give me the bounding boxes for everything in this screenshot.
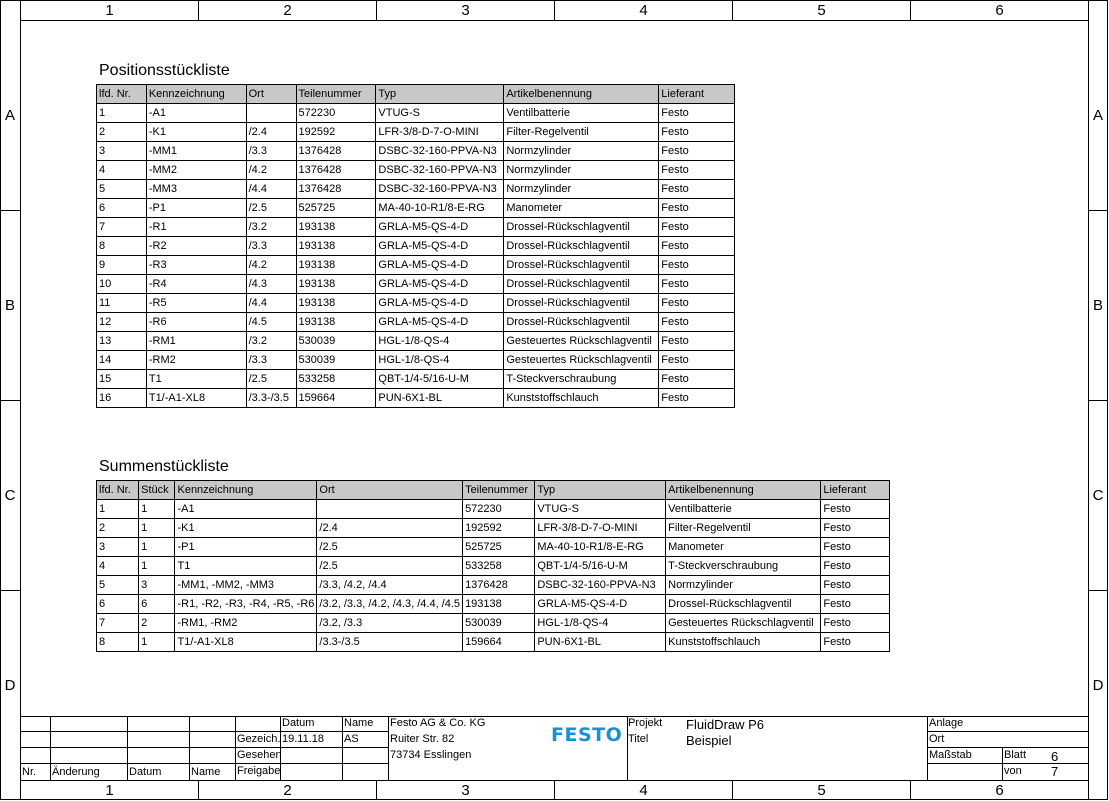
column-header: Ort xyxy=(317,481,463,500)
table-cell: 193138 xyxy=(296,237,376,256)
table-cell: GRLA-M5-QS-4-D xyxy=(376,237,504,256)
table-row xyxy=(97,313,735,332)
column-header: Lieferant xyxy=(659,85,735,104)
table-row xyxy=(97,538,890,557)
col-marker: 2 xyxy=(198,780,376,800)
column-header: Artikelbenennung xyxy=(504,85,659,104)
table-cell: /2.5 xyxy=(246,370,296,389)
table-cell: Festo xyxy=(659,237,735,256)
table-cell: Festo xyxy=(659,389,735,408)
table-cell: 193138 xyxy=(463,595,535,614)
tb-ort-label: Ort xyxy=(929,733,945,745)
table-cell: 1376428 xyxy=(463,576,535,595)
table-cell: 6 xyxy=(97,595,139,614)
table-cell: 7 xyxy=(97,614,139,633)
table-cell: 1 xyxy=(139,633,175,652)
table-cell: HGL-1/8-QS-4 xyxy=(535,614,666,633)
table-cell: Festo xyxy=(821,595,890,614)
table-cell: 16 xyxy=(97,389,147,408)
table-cell: /4.4 xyxy=(246,294,296,313)
column-header: Typ xyxy=(376,85,504,104)
table-cell: 8 xyxy=(97,633,139,652)
table-cell: 159664 xyxy=(296,389,376,408)
table-cell: /2.4 xyxy=(246,123,296,142)
table-cell: HGL-1/8-QS-4 xyxy=(376,332,504,351)
tb-titel-label: Titel xyxy=(628,733,649,745)
table-cell: 525725 xyxy=(463,538,535,557)
table-cell: GRLA-M5-QS-4-D xyxy=(376,218,504,237)
table-cell: /3.3 xyxy=(246,237,296,256)
table-cell: 533258 xyxy=(296,370,376,389)
table-cell: 192592 xyxy=(463,519,535,538)
table-row xyxy=(97,595,890,614)
table-cell: Festo xyxy=(659,313,735,332)
table-cell: LFR-3/8-D-7-O-MINI xyxy=(376,123,504,142)
table-cell: T1/-A1-XL8 xyxy=(146,389,246,408)
table-cell: 2 xyxy=(97,123,147,142)
tb-von-value: 7 xyxy=(1051,764,1059,779)
table-cell: Drossel-Rückschlagventil xyxy=(504,313,659,332)
table-cell: VTUG-S xyxy=(535,500,666,519)
table-cell: 530039 xyxy=(296,332,376,351)
table-row xyxy=(97,332,735,351)
col-marker: 6 xyxy=(910,780,1089,800)
table-cell: -MM2 xyxy=(146,161,246,180)
table-row xyxy=(97,199,735,218)
column-header: Ort xyxy=(246,85,296,104)
table-cell: Drossel-Rückschlagventil xyxy=(504,256,659,275)
table-cell: Kunststoffschlauch xyxy=(504,389,659,408)
column-header: Typ xyxy=(535,481,666,500)
table-cell: QBT-1/4-5/16-U-M xyxy=(535,557,666,576)
table-row xyxy=(97,161,735,180)
table-cell: 159664 xyxy=(463,633,535,652)
table-cell: Festo xyxy=(821,557,890,576)
table-cell: /3.3, /4.2, /4.4 xyxy=(317,576,463,595)
table-cell: GRLA-M5-QS-4-D xyxy=(535,595,666,614)
table-cell: Filter-Regelventil xyxy=(504,123,659,142)
table-row xyxy=(97,351,735,370)
tb-gezeich-date: 19.11.18 xyxy=(282,733,325,745)
table-row xyxy=(97,633,890,652)
table-row xyxy=(97,237,735,256)
table-cell: Festo xyxy=(821,519,890,538)
table-cell: 533258 xyxy=(463,557,535,576)
col-marker: 5 xyxy=(732,780,910,800)
festo-logo: FESTO xyxy=(551,724,623,746)
table-cell: -K1 xyxy=(175,519,317,538)
table-cell: /4.4 xyxy=(246,180,296,199)
table-cell: -R1 xyxy=(146,218,246,237)
column-header: lfd. Nr. xyxy=(97,481,139,500)
table-cell: 1 xyxy=(97,500,139,519)
col-marker: 4 xyxy=(554,0,732,20)
table-cell: 11 xyxy=(97,294,147,313)
table-cell: 1 xyxy=(139,557,175,576)
col-marker: 4 xyxy=(554,780,732,800)
table-cell: 193138 xyxy=(296,294,376,313)
table-cell: T1 xyxy=(175,557,317,576)
table-row xyxy=(97,557,890,576)
table-cell: -R2 xyxy=(146,237,246,256)
tb-von-label: von xyxy=(1004,765,1022,777)
table-cell: T-Steckverschraubung xyxy=(504,370,659,389)
column-header: Kennzeichnung xyxy=(146,85,246,104)
table-cell: 525725 xyxy=(296,199,376,218)
table-cell: Festo xyxy=(659,351,735,370)
table-cell: /3.2, /3.3 xyxy=(317,614,463,633)
table-cell: Festo xyxy=(659,161,735,180)
tb-gezeich-label: Gezeich. xyxy=(237,733,281,745)
table-cell: 193138 xyxy=(296,256,376,275)
table-cell: -K1 xyxy=(146,123,246,142)
table-cell: LFR-3/8-D-7-O-MINI xyxy=(535,519,666,538)
tb-massstab-label: Maßstab xyxy=(929,749,972,761)
table-cell: -RM2 xyxy=(146,351,246,370)
col-marker: 3 xyxy=(376,780,554,800)
col-marker: 1 xyxy=(20,0,198,20)
table-cell: 6 xyxy=(139,595,175,614)
col-marker: 6 xyxy=(910,0,1089,20)
summary-title: Summenstückliste xyxy=(99,458,229,475)
tb-company: Festo AG & Co. KG xyxy=(390,717,486,729)
table-row xyxy=(97,218,735,237)
table-cell: -RM1 xyxy=(146,332,246,351)
row-marker: D xyxy=(0,590,20,780)
table-row xyxy=(97,500,890,519)
table-cell: 193138 xyxy=(296,218,376,237)
table-cell xyxy=(246,104,296,123)
table-cell: /4.3 xyxy=(246,275,296,294)
table-cell: DSBC-32-160-PPVA-N3 xyxy=(535,576,666,595)
table-cell: 192592 xyxy=(296,123,376,142)
table-row xyxy=(97,142,735,161)
table-row xyxy=(97,519,890,538)
table-cell: PUN-6X1-BL xyxy=(376,389,504,408)
table-cell: -MM3 xyxy=(146,180,246,199)
table-row xyxy=(97,614,890,633)
table-cell: 14 xyxy=(97,351,147,370)
table-cell: MA-40-10-R1/8-E-RG xyxy=(535,538,666,557)
table-cell: -R6 xyxy=(146,313,246,332)
table-cell: 12 xyxy=(97,313,147,332)
table-cell: Festo xyxy=(659,370,735,389)
table-cell: 15 xyxy=(97,370,147,389)
table-cell: /3.3-/3.5 xyxy=(246,389,296,408)
table-row xyxy=(97,123,735,142)
table-cell: MA-40-10-R1/8-E-RG xyxy=(376,199,504,218)
table-cell: 572230 xyxy=(296,104,376,123)
table-cell: T1 xyxy=(146,370,246,389)
column-header: Kennzeichnung xyxy=(175,481,317,500)
table-cell: -R5 xyxy=(146,294,246,313)
tb-blatt-label: Blatt xyxy=(1004,749,1027,761)
col-marker: 2 xyxy=(198,0,376,20)
table-cell: Drossel-Rückschlagventil xyxy=(666,595,821,614)
table-cell: Ventilbatterie xyxy=(504,104,659,123)
column-header: lfd. Nr. xyxy=(97,85,147,104)
table-cell: Festo xyxy=(821,633,890,652)
table-cell: DSBC-32-160-PPVA-N3 xyxy=(376,161,504,180)
table-cell: Festo xyxy=(659,199,735,218)
table-cell: DSBC-32-160-PPVA-N3 xyxy=(376,142,504,161)
table-cell: -R3 xyxy=(146,256,246,275)
table-cell: HGL-1/8-QS-4 xyxy=(376,351,504,370)
table-cell: Festo xyxy=(659,123,735,142)
table-cell: Festo xyxy=(821,614,890,633)
table-cell: 4 xyxy=(97,161,147,180)
table-cell: Festo xyxy=(659,294,735,313)
table-cell: 530039 xyxy=(463,614,535,633)
table-cell: 5 xyxy=(97,576,139,595)
tb-datum-col-label: Datum xyxy=(129,766,162,778)
table-cell: 6 xyxy=(97,199,147,218)
table-cell: 3 xyxy=(97,142,147,161)
table-row xyxy=(97,104,735,123)
table-cell: 13 xyxy=(97,332,147,351)
col-marker: 5 xyxy=(732,0,910,20)
table-cell: Drossel-Rückschlagventil xyxy=(504,275,659,294)
table-cell: DSBC-32-160-PPVA-N3 xyxy=(376,180,504,199)
table-cell: /4.2 xyxy=(246,161,296,180)
table-cell: Normzylinder xyxy=(504,142,659,161)
tb-aenderung-label: Änderung xyxy=(52,766,100,778)
col-marker: 3 xyxy=(376,0,554,20)
table-header-row xyxy=(97,481,890,500)
table-cell: 2 xyxy=(139,614,175,633)
table-cell: 530039 xyxy=(296,351,376,370)
table-row xyxy=(97,294,735,313)
table-cell: Gesteuertes Rückschlagventil xyxy=(504,332,659,351)
table-cell: Festo xyxy=(659,332,735,351)
table-cell: Festo xyxy=(659,142,735,161)
table-cell: Festo xyxy=(821,538,890,557)
table-cell: Festo xyxy=(821,500,890,519)
table-cell: /2.5 xyxy=(246,199,296,218)
table-cell: Normzylinder xyxy=(504,161,659,180)
table-cell: Manometer xyxy=(504,199,659,218)
table-cell: -P1 xyxy=(175,538,317,557)
table-cell: -MM1 xyxy=(146,142,246,161)
table-cell: Kunststoffschlauch xyxy=(666,633,821,652)
table-row xyxy=(97,180,735,199)
row-marker: B xyxy=(0,210,20,400)
tb-gesehen-label: Gesehen xyxy=(237,749,282,761)
table-cell: 1 xyxy=(97,104,147,123)
tb-titel-value: Beispiel xyxy=(686,733,732,748)
table-cell: /2.5 xyxy=(317,538,463,557)
table-cell: Drossel-Rückschlagventil xyxy=(504,218,659,237)
table-cell: /2.5 xyxy=(317,557,463,576)
table-cell: 572230 xyxy=(463,500,535,519)
tb-freigabe-label: Freigabe xyxy=(237,765,281,777)
table-row xyxy=(97,576,890,595)
table-cell: Festo xyxy=(659,256,735,275)
table-cell: T1/-A1-XL8 xyxy=(175,633,317,652)
table-cell: 193138 xyxy=(296,275,376,294)
table-cell: /3.3 xyxy=(246,142,296,161)
table-cell: -P1 xyxy=(146,199,246,218)
table-cell: 1376428 xyxy=(296,180,376,199)
table-cell: QBT-1/4-5/16-U-M xyxy=(376,370,504,389)
row-marker: B xyxy=(1088,210,1108,400)
table-cell: PUN-6X1-BL xyxy=(535,633,666,652)
tb-name-col-label: Name xyxy=(191,766,221,778)
table-cell: 193138 xyxy=(296,313,376,332)
table-cell: /3.2 xyxy=(246,218,296,237)
table-cell: Drossel-Rückschlagventil xyxy=(504,237,659,256)
column-header: Artikelbenennung xyxy=(666,481,821,500)
table-cell: 1376428 xyxy=(296,142,376,161)
table-cell: GRLA-M5-QS-4-D xyxy=(376,256,504,275)
tb-city: 73734 Esslingen xyxy=(390,749,472,761)
table-cell: 3 xyxy=(139,576,175,595)
table-cell: Normzylinder xyxy=(504,180,659,199)
table-cell: Drossel-Rückschlagventil xyxy=(504,294,659,313)
row-marker: A xyxy=(1092,106,1103,124)
row-marker: C xyxy=(1088,400,1108,590)
tb-name-head: Name xyxy=(344,717,374,729)
tb-anlage-label: Anlage xyxy=(929,717,964,729)
table-cell: Filter-Regelventil xyxy=(666,519,821,538)
table-cell: Gesteuertes Rückschlagventil xyxy=(666,614,821,633)
table-cell: Ventilbatterie xyxy=(666,500,821,519)
table-cell: Normzylinder xyxy=(666,576,821,595)
table-cell: /3.2 xyxy=(246,332,296,351)
table-cell: -R1, -R2, -R3, -R4, -R5, -R6 xyxy=(175,595,317,614)
table-cell: 1 xyxy=(139,538,175,557)
table-cell: 8 xyxy=(97,237,147,256)
table-cell: Festo xyxy=(659,218,735,237)
summary-table xyxy=(96,480,890,652)
table-cell: /3.3 xyxy=(246,351,296,370)
table-header-row xyxy=(97,85,735,104)
tb-nr-label: Nr. xyxy=(22,766,37,778)
positions-table xyxy=(96,84,735,408)
tb-datum-head: Datum xyxy=(282,717,315,729)
table-cell: -RM1, -RM2 xyxy=(175,614,317,633)
table-row xyxy=(97,256,735,275)
table-cell: 7 xyxy=(97,218,147,237)
table-cell: GRLA-M5-QS-4-D xyxy=(376,313,504,332)
table-cell xyxy=(317,500,463,519)
col-marker: 1 xyxy=(20,780,198,800)
table-row xyxy=(97,370,735,389)
table-cell: T-Steckverschraubung xyxy=(666,557,821,576)
table-cell: Festo xyxy=(659,180,735,199)
table-cell: 1 xyxy=(139,500,175,519)
table-cell: -MM1, -MM2, -MM3 xyxy=(175,576,317,595)
table-cell: /3.3-/3.5 xyxy=(317,633,463,652)
table-cell: 3 xyxy=(97,538,139,557)
table-cell: VTUG-S xyxy=(376,104,504,123)
tb-blatt-value: 6 xyxy=(1051,749,1059,764)
column-header: Lieferant xyxy=(821,481,890,500)
positions-title: Positionsstückliste xyxy=(99,62,230,79)
table-cell: 5 xyxy=(97,180,147,199)
table-cell: Festo xyxy=(659,104,735,123)
tb-street: Ruiter Str. 82 xyxy=(390,733,455,745)
table-cell: Manometer xyxy=(666,538,821,557)
column-header: Teilenummer xyxy=(463,481,535,500)
table-cell: 9 xyxy=(97,256,147,275)
table-cell: Festo xyxy=(659,275,735,294)
tb-projekt-value: FluidDraw P6 xyxy=(686,717,765,732)
table-cell: GRLA-M5-QS-4-D xyxy=(376,275,504,294)
table-cell: 10 xyxy=(97,275,147,294)
table-cell: 2 xyxy=(97,519,139,538)
column-header: Teilenummer xyxy=(296,85,376,104)
table-cell: 4 xyxy=(97,557,139,576)
table-cell: GRLA-M5-QS-4-D xyxy=(376,294,504,313)
table-row xyxy=(97,275,735,294)
table-cell: -A1 xyxy=(146,104,246,123)
table-cell: /4.2 xyxy=(246,256,296,275)
tb-gezeich-name: AS xyxy=(344,733,359,745)
table-cell: Festo xyxy=(821,576,890,595)
table-cell: /4.5 xyxy=(246,313,296,332)
tb-projekt-label: Projekt xyxy=(628,717,663,729)
table-cell: /2.4 xyxy=(317,519,463,538)
row-marker: C xyxy=(0,400,20,590)
table-cell: Gesteuertes Rückschlagventil xyxy=(504,351,659,370)
column-header: Stück xyxy=(139,481,175,500)
row-marker: A xyxy=(4,106,15,124)
row-marker: D xyxy=(1088,590,1108,780)
table-cell: /3.2, /3.3, /4.2, /4.3, /4.4, /4.5 xyxy=(317,595,463,614)
table-cell: 1 xyxy=(139,519,175,538)
table-cell: -A1 xyxy=(175,500,317,519)
table-cell: -R4 xyxy=(146,275,246,294)
table-cell: 1376428 xyxy=(296,161,376,180)
table-row xyxy=(97,389,735,408)
